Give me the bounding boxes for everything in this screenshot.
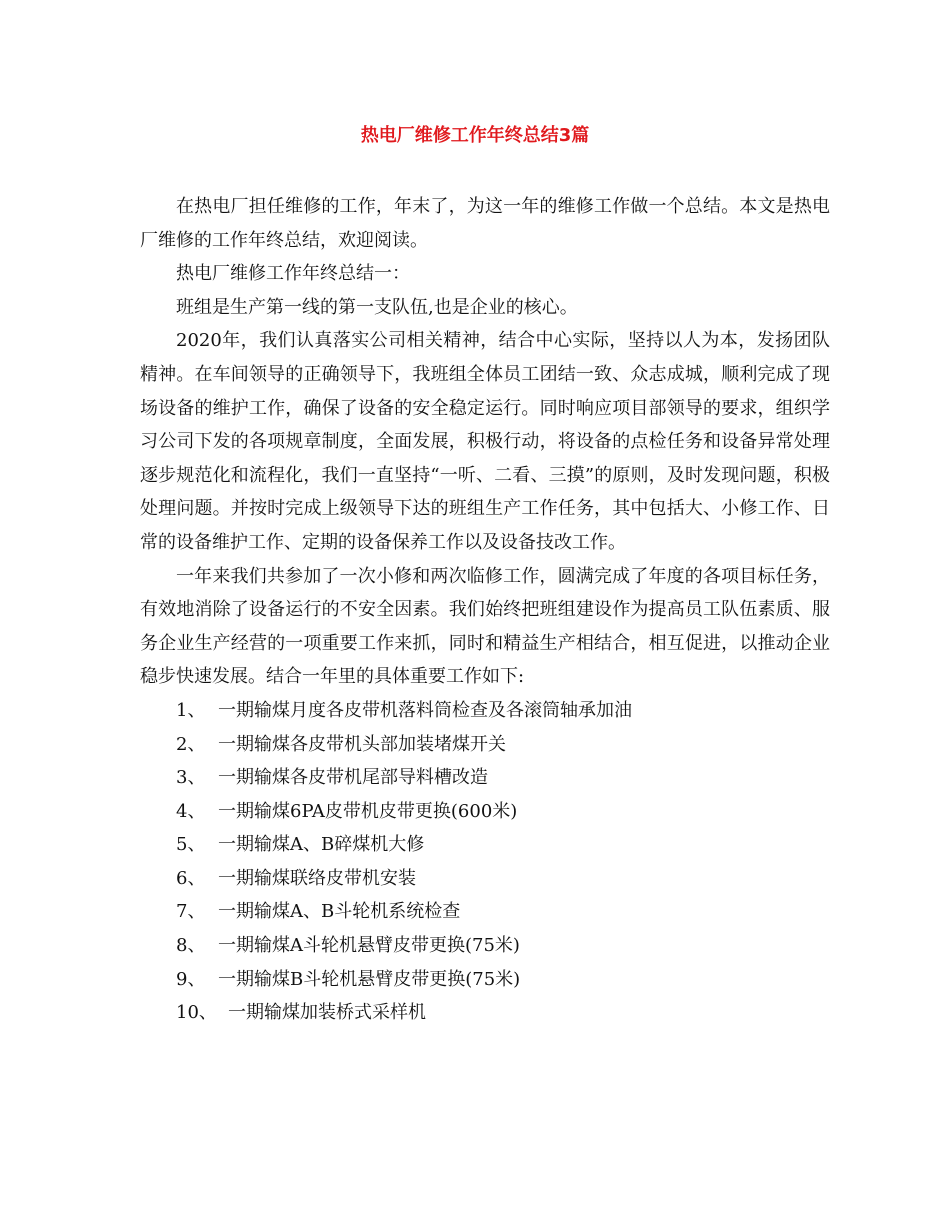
list-item-number: 8、 — [176, 935, 206, 957]
section-heading: 热电厂维修工作年终总结一： — [176, 263, 410, 285]
paragraph: 班组是生产第一线的第一支队伍,也是企业的核心。 — [176, 296, 578, 318]
list-item — [140, 963, 830, 997]
paragraph: 2020年，我们认真落实公司相关精神，结合中心实际，坚持以人为本，发扬团队精神。在车间领导的正确领导下，我班组全体员工团结一致、众志成城，顺利完成了现场设备的维护工作，确保了设备的安全稳定运行。同时响应项目部领导的要求，组织学习公司下发的各项规章制度，全面发展，积极行动，将设备的点检任务和设备异常处理逐步规范化和流程化，我们一直坚持“一听、二看、三摸”的原则，及时发现问题，积极处理问题。并按时完成上级领导下达的班组生产工作任务，其中包括大、小修工作、日常的设备维护工作、定期的设备保养工作以及设备技改工作。 — [140, 330, 830, 553]
list-item-number: 9、 — [176, 968, 206, 990]
list-item — [140, 761, 830, 795]
list-item — [140, 996, 830, 1030]
list-item-text: 一期输煤B斗轮机悬臂皮带更换(75米) — [218, 968, 521, 990]
list-item-number: 7、 — [176, 901, 206, 923]
list-item — [140, 828, 830, 862]
list-item — [140, 728, 830, 762]
list-item-text: 一期输煤6PA皮带机皮带更换(600米) — [218, 800, 518, 822]
list-item — [140, 795, 830, 829]
list-item-text: 一期输煤月度各皮带机落料筒检查及各滚筒轴承加油 — [218, 699, 632, 721]
document-body — [140, 190, 830, 1030]
list-item-number: 6、 — [176, 867, 206, 889]
list-item-text: 一期输煤A、B斗轮机系统检查 — [218, 901, 461, 923]
work-item-list — [140, 694, 830, 1030]
paragraph: 一年来我们共参加了一次小修和两次临修工作，圆满完成了年度的各项目标任务，有效地消除了设备运行的不安全因素。我们始终把班组建设作为提高员工队伍素质、服务企业生产经营的一项重要工作来抓，同时和精益生产相结合，相互促进，以推动企业稳步快速发展。结合一年里的具体重要工作如下: — [140, 565, 830, 688]
list-item — [140, 929, 830, 963]
list-item-number: 10、 — [176, 1002, 217, 1024]
list-item — [140, 895, 830, 929]
list-item-text: 一期输煤A斗轮机悬臂皮带更换(75米) — [218, 935, 520, 957]
list-item — [140, 694, 830, 728]
list-item-number: 5、 — [176, 834, 206, 856]
list-item — [140, 862, 830, 896]
list-item-number: 3、 — [176, 767, 206, 789]
list-item-text: 一期输煤A、B碎煤机大修 — [218, 834, 425, 856]
document-title: 热电厂维修工作年终总结3篇 — [360, 125, 590, 146]
list-item-text: 一期输煤各皮带机尾部导料槽改造 — [218, 767, 488, 789]
list-item-text: 一期输煤联络皮带机安装 — [218, 867, 416, 889]
list-item-number: 1、 — [176, 699, 206, 721]
list-item-text: 一期输煤加装桥式采样机 — [228, 1002, 426, 1024]
list-item-number: 2、 — [176, 733, 206, 755]
list-item-number: 4、 — [176, 800, 206, 822]
intro-paragraph: 在热电厂担任维修的工作，年末了，为这一年的维修工作做一个总结。本文是热电厂维修的工作年终总结，欢迎阅读。 — [140, 196, 830, 251]
list-item-text: 一期输煤各皮带机头部加装堵煤开关 — [218, 733, 506, 755]
